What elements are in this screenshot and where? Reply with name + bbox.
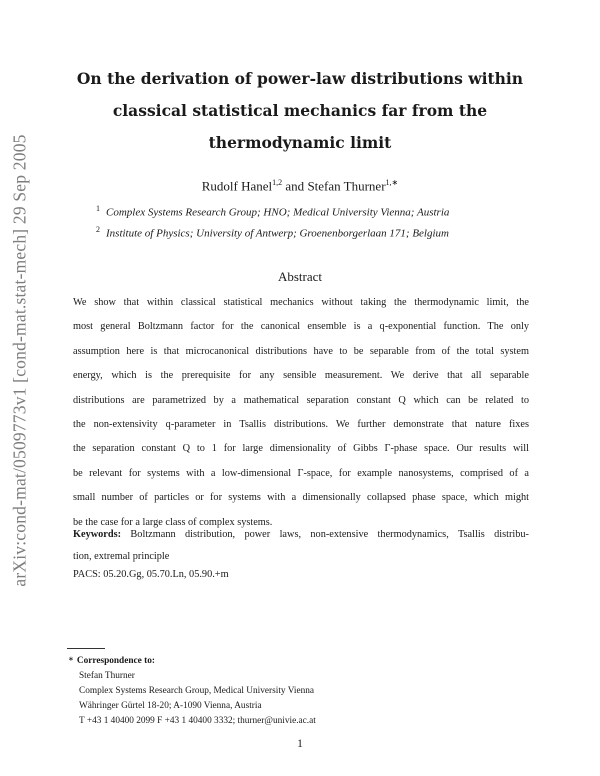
arxiv-identifier-text: arXiv:cond-mat/0509773v1 [cond-mat.stat-mech] 29 Sep 2005 (9, 133, 30, 587)
keywords-line: tion, extremal principle (73, 551, 170, 562)
footnote-heading: Correspondence to: (76, 656, 155, 666)
abstract-line: be the case for a large class of complex systems. (73, 516, 273, 528)
keywords-text: Boltzmann distribution, power laws, non-extensive thermodynamics, Tsallis distribu- (121, 529, 529, 540)
abstract-line: assumption here is that microcanonical distributions have to be separable from of the total system (73, 345, 529, 357)
abstract-line: small number of particles or for systems with a dimensionally collapsed phase space, which might (73, 492, 529, 504)
pacs-codes: PACS: 05.20.Gg, 05.70.Ln, 05.90.+m (73, 569, 229, 580)
abstract-line: be relevant for systems with a low-dimensional Γ-space, for example nanosystems, comprised of a (73, 467, 529, 479)
author-name: Rudolf Hanel (201, 178, 273, 194)
footnote-line: Complex Systems Research Group, Medical University Vienna (79, 686, 315, 696)
keywords-line (73, 524, 529, 546)
paper-title (60, 63, 540, 159)
keywords (73, 524, 529, 568)
footnote-line: Währinger Gürtel 18-20; A-1090 Vienna, Austria (79, 701, 262, 711)
abstract-heading: Abstract (277, 269, 323, 284)
title-line: classical statistical mechanics far from the (112, 101, 488, 120)
abstract-line: most general Boltzmann factor for the canonical ensemble is a q-exponential function. The only (73, 321, 529, 333)
arxiv-identifier-stamp (6, 100, 34, 620)
footnote-line: T +43 1 40400 2099 F +43 1 40400 3332; thurner@univie.ac.at (79, 716, 316, 726)
footnote-line: Stefan Thurner (79, 671, 135, 681)
abstract-line: the non-extensivity q-parameter in Tsallis distributions. We further demonstrate that nature fixes (73, 419, 529, 431)
abstract-line: distributions are parametrized by a mathematical separation constant Q which can be related to (73, 394, 529, 406)
abstract-line: We show that within classical statistical mechanics without taking the thermodynamic limit, the (73, 297, 529, 308)
footnote-marker: ∗ (68, 655, 74, 663)
affiliation-text: Complex Systems Research Group; HNO; Medical University Vienna; Austria (106, 206, 450, 219)
author-conjunction: and (282, 178, 308, 194)
abstract-body (73, 291, 529, 535)
affiliation-text: Institute of Physics; University of Antwerp; Groenenborgerlaan 171; Belgium (106, 227, 449, 240)
correspondence-footnote (68, 652, 316, 729)
author-name: Stefan Thurner (307, 178, 386, 194)
page-number: 1 (297, 738, 303, 750)
title-line: On the derivation of power-law distributions within (76, 69, 524, 88)
author-list (60, 178, 540, 194)
abstract-line: the separation constant Q to 1 for large dimensionality of Gibbs Γ-phase space. Our results will (73, 443, 529, 455)
keywords-label: Keywords: (73, 529, 122, 540)
footnote-divider (67, 648, 105, 649)
affiliation-number: 1 (96, 204, 100, 213)
abstract-line: energy, which is the prerequisite for any sensible measurement. We derive that all separable (73, 370, 529, 382)
affiliation (96, 225, 449, 240)
affiliation (96, 204, 449, 219)
title-line: thermodynamic limit (208, 133, 392, 152)
affiliation-number: 2 (96, 225, 100, 234)
author-affiliation-marker: 1,2 (272, 178, 283, 187)
author-affiliation-marker: 1,∗ (385, 178, 399, 187)
